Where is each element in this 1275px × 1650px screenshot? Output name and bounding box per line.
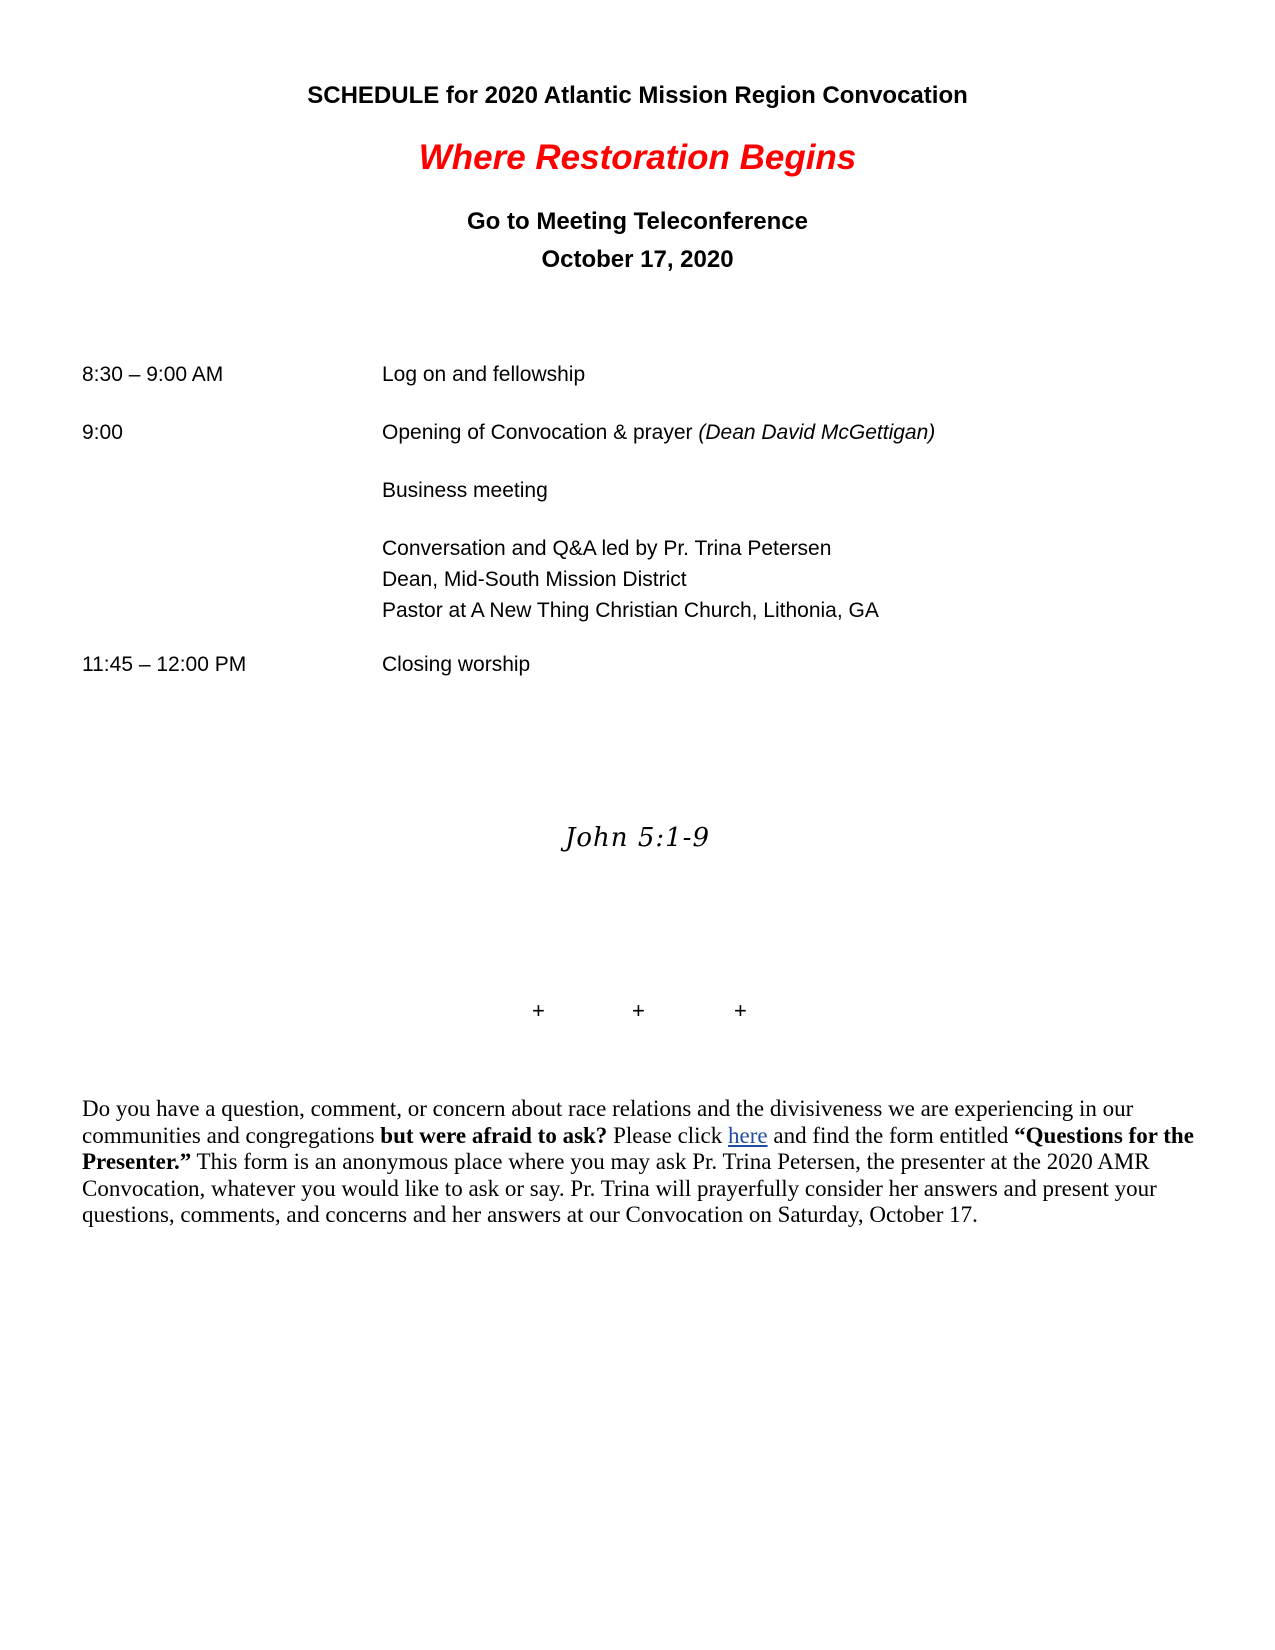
paragraph-text: Please click — [607, 1122, 729, 1148]
schedule-item-line — [382, 417, 935, 448]
scripture-reference: John 5:1-9 — [564, 823, 710, 853]
schedule-item-line: Dean, Mid-South Mission District — [382, 568, 687, 591]
form-title: “Questions for the Presenter.” — [82, 1122, 1194, 1174]
meeting-platform: Go to Meeting Teleconference — [467, 208, 808, 235]
schedule-time-1: 8:30 – 9:00 AM — [82, 363, 224, 386]
document-title: SCHEDULE for 2020 Atlantic Mission Region Convocation — [307, 82, 968, 109]
schedule-item-line: Log on and fellowship — [382, 363, 586, 386]
schedule-item-1 — [382, 359, 585, 390]
convocation-theme: Where Restoration Begins — [418, 138, 857, 177]
schedule-item-3 — [382, 475, 548, 506]
cross-symbol: + — [734, 998, 747, 1023]
schedule-item-text: Opening of Convocation & prayer — [382, 421, 699, 444]
event-date: October 17, 2020 — [541, 246, 734, 273]
schedule-item-line: Conversation and Q&A led by Pr. Trina Petersen — [382, 537, 832, 560]
schedule-item-4 — [382, 533, 879, 626]
questions-paragraph — [82, 1096, 1202, 1229]
cross-symbol: + — [532, 998, 545, 1023]
form-link[interactable]: here — [728, 1122, 768, 1148]
schedule-item-5 — [382, 649, 530, 680]
schedule-item-line: Closing worship — [382, 653, 531, 676]
schedule-item-2 — [382, 417, 935, 448]
schedule-time-2: 9:00 — [82, 421, 123, 444]
cross-symbol: + — [632, 998, 645, 1023]
schedule-item-presenter: (Dean David McGettigan) — [698, 421, 936, 444]
schedule-item-line: Pastor at A New Thing Christian Church, Lithonia, GA — [382, 599, 879, 622]
paragraph-text: Do you have a question, comment, or concern about race relations and the divisiveness we are experiencing in our communities and congregations — [82, 1096, 1134, 1148]
schedule-time-5: 11:45 – 12:00 PM — [82, 653, 247, 676]
paragraph-text: and find the form entitled — [767, 1122, 1015, 1148]
paragraph-emphasis: but were afraid to ask? — [380, 1122, 608, 1148]
schedule-item-line: Business meeting — [382, 479, 548, 502]
paragraph-text: This form is an anonymous place where you may ask Pr. Trina Petersen, the presenter at the 2020 AMR Convocation, whatever you would like to ask or say. Pr. Trina will prayerfully consider her answers and present your questions, comments, and concerns and her answers at our Convocation on Saturday, October 17. — [82, 1149, 1157, 1227]
